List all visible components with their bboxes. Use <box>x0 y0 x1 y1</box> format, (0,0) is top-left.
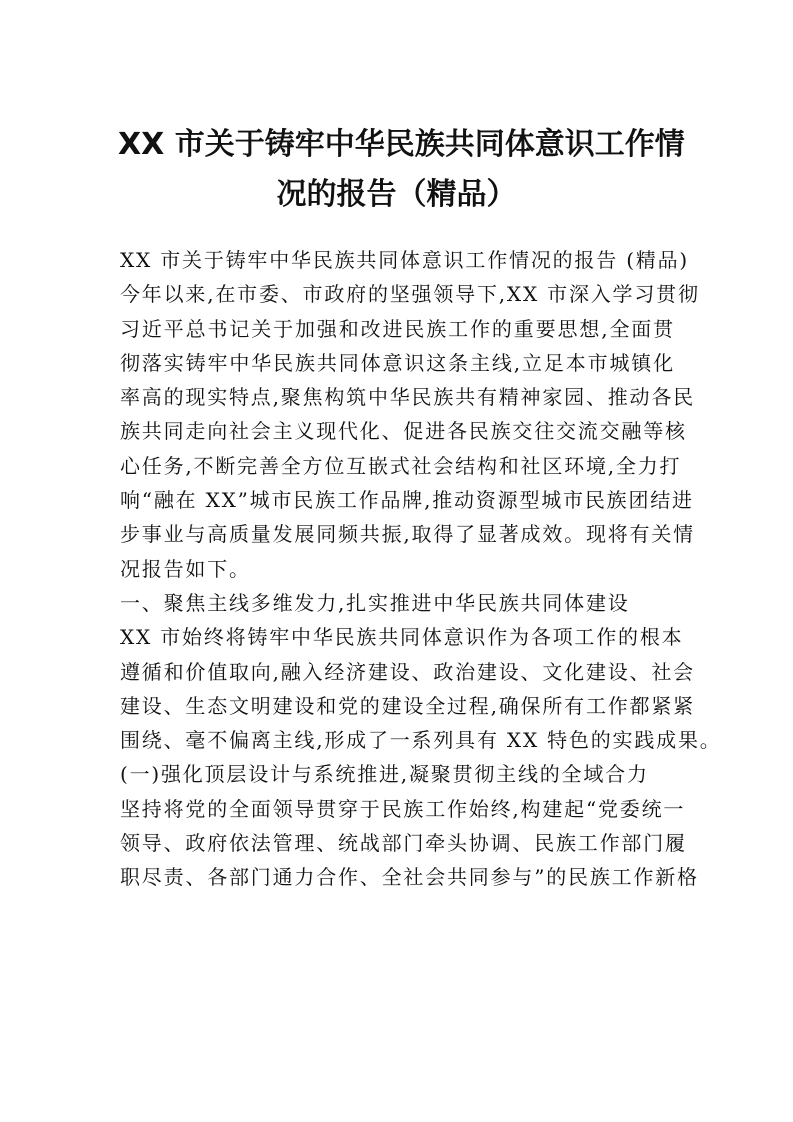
body-line: 彻落实铸牢中华民族共同体意识这条主线,立足本市城镇化 <box>120 350 675 375</box>
body-line: 率高的现实特点,聚焦构筑中华民族共有精神家园、推动各民 <box>120 385 695 410</box>
body-line: XX 市始终将铸牢中华民族共同体意识作为各项工作的根本 <box>120 625 684 650</box>
body-line: 习近平总书记关于加强和改进民族工作的重要思想,全面贯 <box>120 316 675 341</box>
body-line: 步事业与高质量发展同频共振,取得了显著成效。现将有关情 <box>120 522 695 547</box>
subsection-heading: (一)强化顶层设计与系统推进,凝聚贯彻主线的全域合力 <box>120 762 649 787</box>
body-line: 今年以来,在市委、市政府的坚强领导下,XX 市深入学习贯彻 <box>120 282 700 307</box>
body-line: 心任务,不断完善全方位互嵌式社会结构和社区环境,全力打 <box>120 453 682 478</box>
section-heading: 一、聚焦主线多维发力,扎实推进中华民族共同体建设 <box>120 590 630 615</box>
body-line: 况报告如下。 <box>120 556 251 581</box>
body-line: 族共同走向社会主义现代化、促进各民族交往交流交融等核 <box>120 419 687 444</box>
body-line: 建设、生态文明建设和党的建设全过程,确保所有工作都紧紧 <box>120 693 695 718</box>
body-line: 领导、政府依法管理、统战部门牵头协调、民族工作部门履 <box>120 831 687 856</box>
document-title <box>118 120 685 220</box>
body-line: 响“融在 XX”城市民族工作品牌,推动资源型城市民族团结进 <box>120 488 694 513</box>
body-line: XX 市关于铸牢中华民族共同体意识工作情况的报告 (精品) <box>120 248 689 272</box>
body-line: 遵循和价值取向,融入经济建设、政治建设、文化建设、社会 <box>120 659 695 684</box>
title-line-1: XX 市关于铸牢中华民族共同体意识工作情 <box>118 127 685 162</box>
title-line-2: 况的报告（精品） <box>276 177 517 212</box>
document-body <box>120 243 722 895</box>
body-line: 坚持将党的全面领导贯穿于民族工作始终,构建起“党委统一 <box>120 796 686 821</box>
body-line: 职尽责、各部门通力合作、全社会共同参与”的民族工作新格 <box>120 865 699 890</box>
body-line: 围绕、毫不偏离主线,形成了一系列具有 XX 特色的实践成果。 <box>120 728 722 753</box>
